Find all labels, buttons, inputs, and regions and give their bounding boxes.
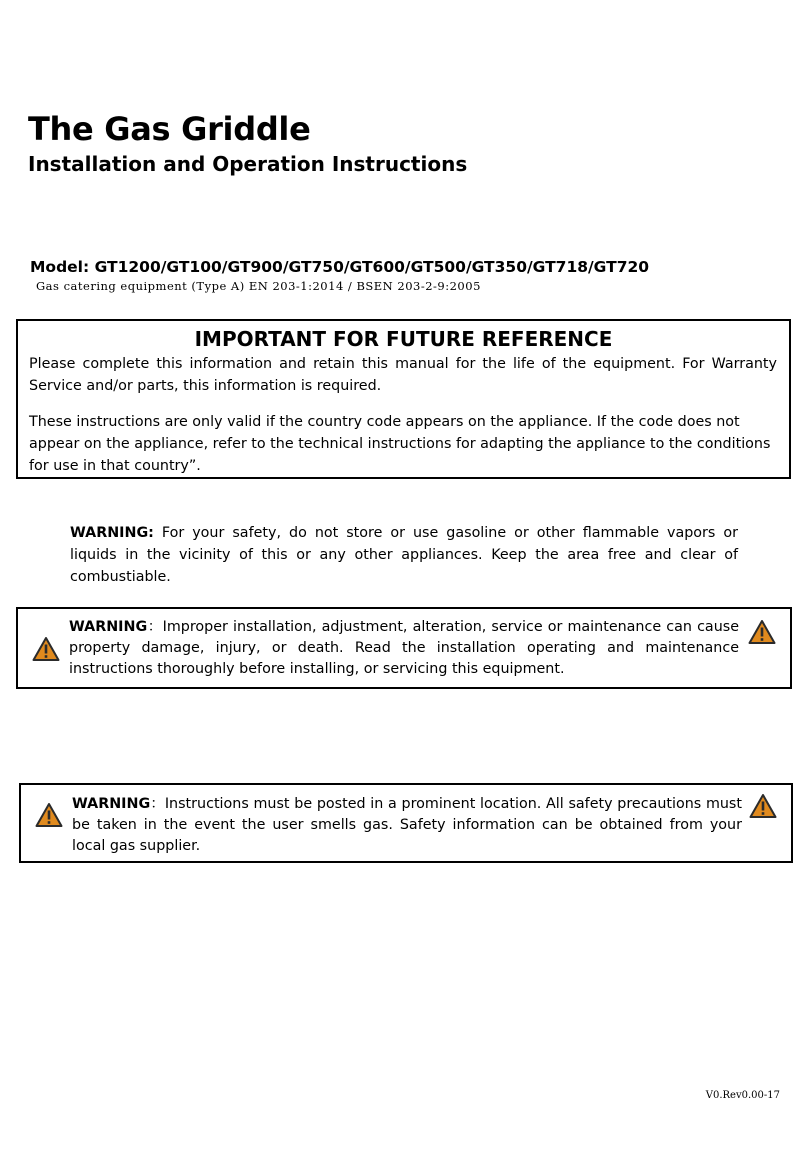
warning-label: WARNING <box>72 796 151 812</box>
warning-installation <box>69 617 739 680</box>
model-line: Model: GT1200/GT100/GT900/GT750/GT600/GT500/GT350/GT718/GT720 <box>30 258 650 276</box>
warning-triangle-icon <box>749 793 777 819</box>
warning-posting <box>72 794 742 857</box>
document-subtitle: Installation and Operation Instructions <box>28 152 468 176</box>
warning-triangle-icon <box>748 619 776 645</box>
reference-paragraph: These instructions are only valid if the country code appears on the appliance. If the code does not appear on the appliance, refer to the technical instructions for adapting the appliance to the conditions for use in that country”. <box>29 414 771 474</box>
document-title: The Gas Griddle <box>28 110 311 148</box>
warning-safety-vapors <box>70 522 738 588</box>
future-reference-box <box>16 319 791 479</box>
warning-text: ：Instructions must be posted in a prominent location. All safety precautions must be taken in the event the user smells gas. Safety information can be obtained from your local gas supplier. <box>72 796 742 854</box>
warning-triangle-icon <box>35 802 63 828</box>
standard-line: Gas catering equipment (Type A) EN 203-1:2014 / BSEN 203-2-9:2005 <box>36 279 481 293</box>
warning-text: ：Improper installation, adjustment, alteration, service or maintenance can cause property damage, injury, or death. Read the installation operating and maintenance instructions thoroughly before installing, or servicing this equipment. <box>69 619 739 677</box>
reference-paragraph: Please complete this information and retain this manual for the life of the equipment. For Warranty Service and/or parts, this information is required. <box>29 356 777 394</box>
warning-text: For your safety, do not store or use gasoline or other flammable vapors or liquids in the vicinity of this or any other appliances. Keep the area free and clear of combustiable. <box>70 525 738 585</box>
warning-label: WARNING <box>69 619 148 635</box>
warning-triangle-icon <box>32 636 60 662</box>
future-reference-heading: IMPORTANT FOR FUTURE REFERENCE <box>194 327 613 351</box>
version-label: V0.Rev0.00-17 <box>705 1090 780 1101</box>
warning-box-posting <box>19 783 793 863</box>
warning-label: WARNING: <box>70 525 154 541</box>
warning-box-installation <box>16 607 792 689</box>
